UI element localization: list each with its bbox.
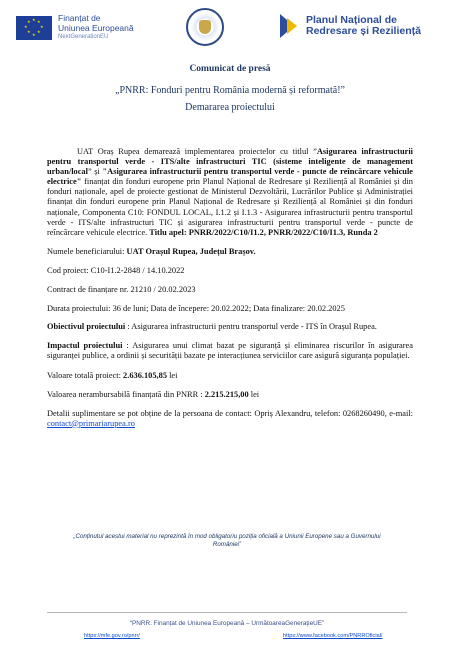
project-code: Cod proiect: C10-I1.2-2848 / 14.10.2022 (47, 265, 185, 275)
coat-of-arms-icon (199, 20, 211, 34)
facebook-pnrr-link[interactable]: https://www.facebook.com/PNRROficial/ (283, 633, 383, 639)
total-value-label: Valoare totală proiect: (47, 370, 124, 380)
beneficiary-label: Numele beneficiarului: (47, 246, 127, 256)
intro-bold-1: Asigurarea infrastructurii pentru transportul verde - ITS/alte infrastructuri TIC (sisteme inteligente de management urban/local (47, 147, 414, 177)
objective-paragraph (47, 322, 413, 332)
objective-label: Obiectivul proiectului (47, 322, 126, 332)
eu-logo-block (16, 14, 134, 43)
impact-text: : Asigurarea unui climat bazat pe siguranță și eliminarea riscurilor în asigurarea siguranței publice, a ordinii și securității bazate pe interacțiunea serviciilor care asigură siguranța populației. (47, 341, 413, 361)
total-value-amount: 2.636.105,85 (123, 370, 168, 380)
impact-paragraph (47, 341, 413, 361)
pnrr-logo-block (280, 14, 421, 38)
project-start-heading: Demararea proiectului (185, 102, 275, 113)
disclaimer: „Conținutul acestui material nu reprezintă în mod obligatoriu poziția oficială a Uniunii Europene sau a Guvernului României” (73, 533, 381, 548)
intro-text-1: UAT Oraș Rupea demarează implementarea proiectelor cu titlul ” (77, 147, 317, 156)
beneficiary-value: UAT Orașul Rupea, Județul Brașov. (126, 246, 256, 256)
eu-funding-label (58, 14, 134, 43)
intro-bold-2: "Asigurarea infrastructurii pentru transportul verde - puncte de reîncărcare vehicule electrice" (47, 167, 413, 187)
pnrr-label (306, 15, 421, 38)
contact-paragraph (47, 409, 413, 429)
objective-text: : Asigurarea infrastructurii pentru transportul verde - ITS în Orașul Rupea. (125, 322, 377, 332)
beneficiary-line (47, 247, 413, 257)
project-duration: Durata proiectului: 36 de luni; Data de începere: 20.02.2022; Data finalizare: 20.02.2025 (47, 304, 345, 314)
contact-text: Detalii suplimentare se pot obține de la persoana de contact: Opriș Alexandru, telefon: 0268260490, e-mail: (47, 408, 413, 418)
header (0, 8, 454, 52)
pnrr-line-1: Planul Național de (306, 13, 398, 26)
pnrr-arrow-icon (280, 14, 300, 38)
eu-line-3: NextGenerationEU (58, 34, 109, 40)
press-release-subtitle: „PNRR: Fonduri pentru România modernă și reformată!” (115, 85, 345, 96)
intro-paragraph (47, 147, 413, 238)
total-value-unit: lei (167, 370, 178, 380)
intro-text-2: ” și (87, 167, 103, 177)
contact-email-link[interactable]: contact@primariarupea.ro (47, 418, 135, 428)
mfe-pnrr-link[interactable]: https://mfe.gov.ro/pnrr/ (84, 633, 140, 639)
non-refundable-amount: 2.215.215,00 (204, 389, 249, 399)
eu-line-1: Finanțat de (58, 13, 101, 23)
impact-label: Impactul proiectului (47, 341, 123, 351)
press-release-body (47, 64, 413, 429)
non-refundable-line (47, 390, 413, 400)
footer-slogan: “PNRR. Finanțat de Uniunea Europeană – UrmătoareaGenerațieUE” (129, 620, 325, 627)
eu-flag-icon: ★ ★ ★ ★ ★ ★ ★ ★ (16, 16, 52, 40)
intro-text-3: finanțat din fonduri europene prin Planul Național de Redresare și Reziliență al României și din fonduri naționale, apel de proiecte gestionat de Ministerul Dezvoltării, Lucrărilor Publice și Administrației finanțat din fonduri europene prin Planul Național de Redresare și Reziliență al României și din fonduri naționale, Componenta C10: FONDUL LOCAL, I.1.2 și I.1.3 - Asigurarea infrastructurii pentru transportul verde - ITS/alte infrastructuri TIC și asigurarea infrastructurii pentru transportul verde - puncte de reîncărcare vehicule electrice. (47, 177, 413, 237)
pnrr-line-2: Redresare și Reziliență (306, 25, 421, 37)
financing-contract: Contract de finanțare nr. 21210 / 20.02.2023 (47, 285, 196, 295)
footer-divider (47, 612, 407, 613)
romanian-government-seal-icon (186, 8, 224, 46)
eu-line-2: Uniunea Europeană (58, 22, 134, 33)
press-release-title: Comunicat de presă (189, 64, 271, 74)
non-refundable-label: Valoarea nerambursabilă finanțată din PNRR : (47, 389, 205, 399)
total-value-line (47, 371, 413, 381)
non-refundable-unit: lei (248, 389, 260, 399)
call-title: Titlu apel: PNRR/2022/C10/I1.2, PNRR/2022/C10/I1.3, Runda 2 (149, 227, 378, 237)
